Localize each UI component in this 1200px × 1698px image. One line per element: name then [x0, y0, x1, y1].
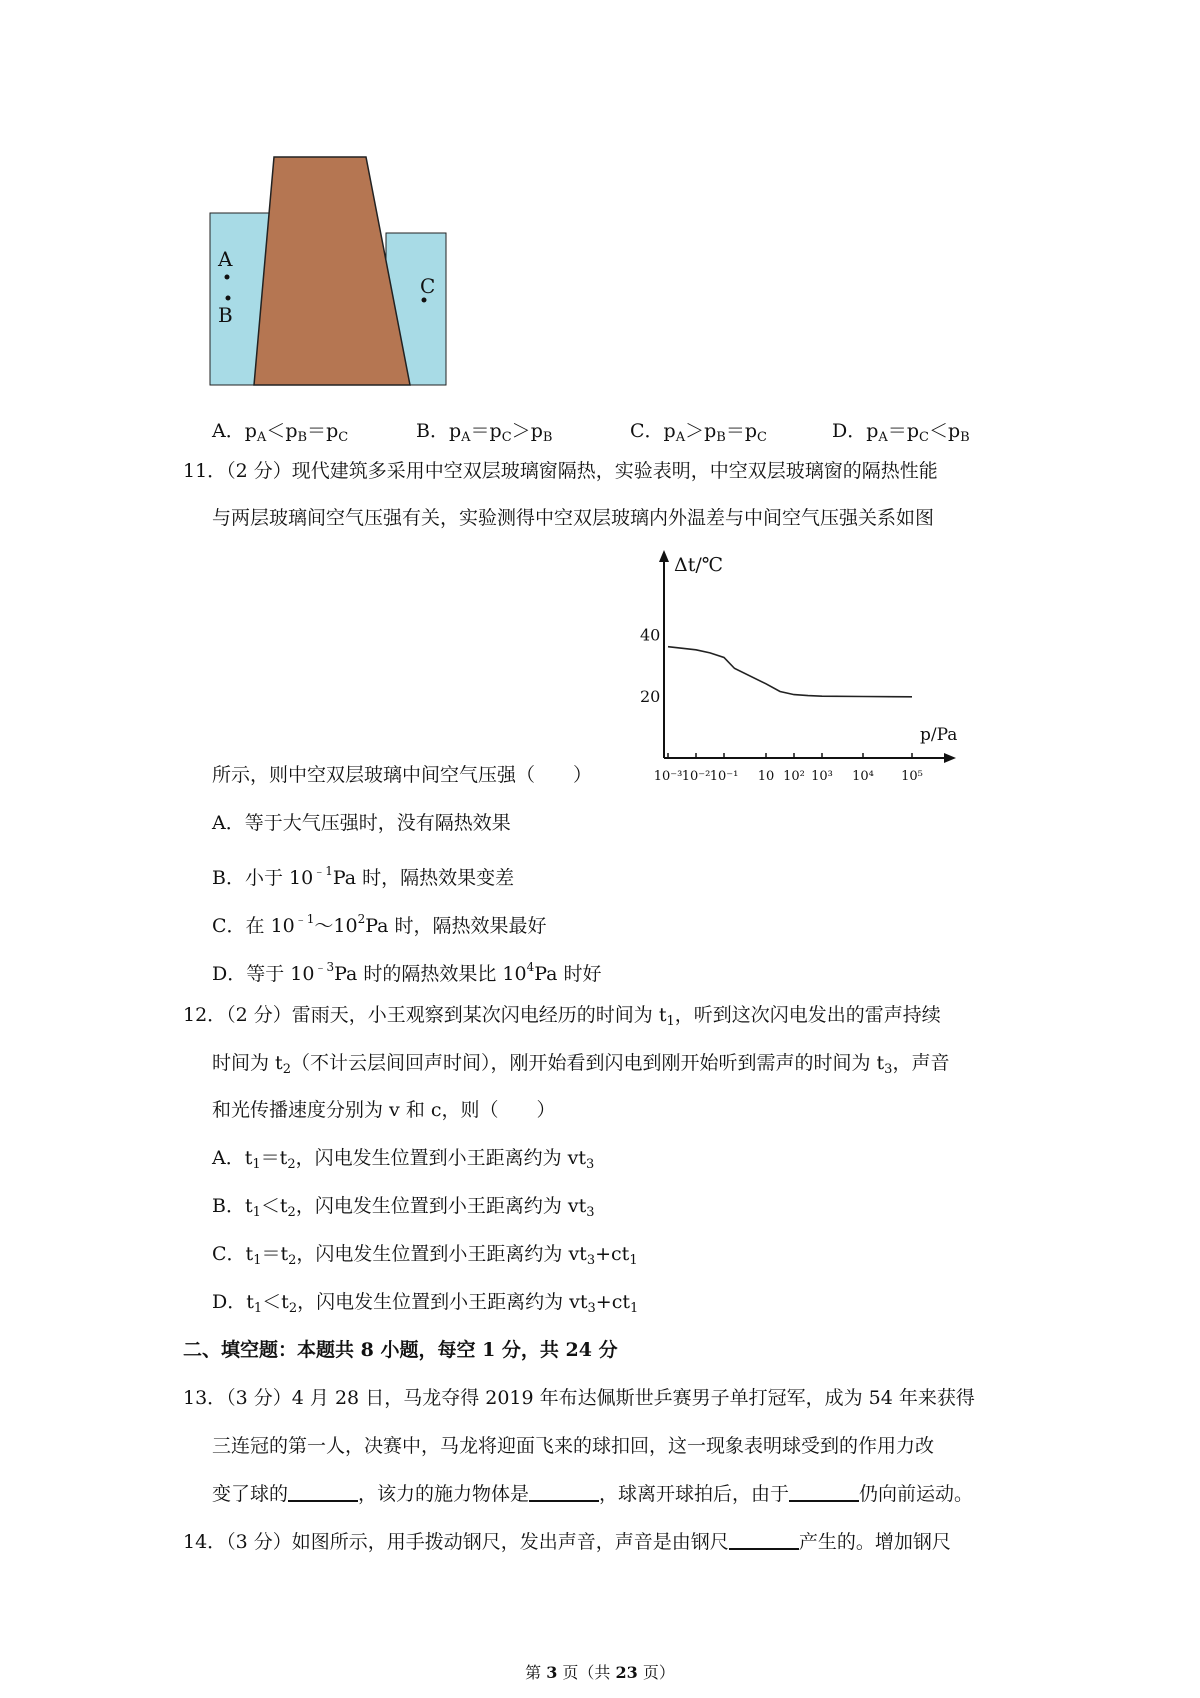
point-b: [226, 296, 231, 301]
q11-line-2: 与两层玻璃间空气压强有关，实验测得中空双层玻璃内外温差与中间空气压强关系如图: [212, 507, 935, 529]
q13-blank-3[interactable]: [789, 1482, 859, 1502]
x-axis-label: p/Pa: [920, 725, 958, 745]
q12-option-c[interactable]: C．$t_1=t_2$，闪电发生位置到小王距离约为 $vt_3+ct_1$: [212, 1243, 638, 1268]
q13-line-1: 13．（3 分）4 月 28 日，马龙夺得 2019 年布达佩斯世乒赛男子单打冠军，成为 54 年来获得: [183, 1387, 975, 1409]
q13-line-2: 三连冠的第一人，决赛中，马龙将迎面飞来的球扣回，这一现象表明球受到的作用力改: [212, 1435, 935, 1457]
q11-option-c[interactable]: C．在 $10^{﹣1}\sim 10^2Pa$ 时，隔热效果最好: [212, 912, 547, 937]
point-c: [422, 298, 427, 303]
q12-line-2: 时间为 $t_2$（不计云层间回声时间），刚开始看到闪电到刚开始听到需声的时间为 $t_3$，声音: [212, 1052, 950, 1077]
q12-line-3: 和光传播速度分别为 v 和 c，则（ ）: [212, 1099, 556, 1121]
x-tick-label-6: 10⁴: [852, 769, 874, 784]
temp-pressure-chart: [630, 548, 970, 788]
y-tick-20: 20: [640, 687, 661, 707]
x-tick-label-3: 10: [757, 769, 775, 784]
point-a: [225, 275, 230, 280]
label-a: A: [218, 247, 233, 271]
q10-option-c[interactable]: C．$p_A>p_B=p_C$: [630, 420, 767, 445]
label-b: B: [218, 303, 233, 327]
q10-option-a[interactable]: A．$p_A<p_B=p_C$: [212, 420, 349, 445]
label-c: C: [420, 274, 436, 298]
q12-option-b[interactable]: B．$t_1<t_2$，闪电发生位置到小王距离约为 $vt_3$: [212, 1195, 595, 1220]
q14-line-1: 14．（3 分）如图所示，用手拨动钢尺，发出声音，声音是由钢尺 产生的。增加钢尺: [183, 1531, 951, 1553]
dam-body: [254, 157, 410, 385]
q14-blank-1[interactable]: [729, 1530, 799, 1550]
x-tick-label-1: 10⁻²: [681, 769, 711, 784]
x-tick-label-4: 10²: [783, 769, 805, 784]
q13-line-3: 变了球的 ，该力的施力物体是 ，球离开球拍后，由于 仍向前运动。: [212, 1483, 974, 1505]
q10-option-d[interactable]: D．$p_A=p_C<p_B$: [832, 420, 970, 445]
q11-option-b[interactable]: B．小于 $10^{﹣1}Pa$ 时，隔热效果变差: [212, 864, 515, 889]
q10-option-b[interactable]: B．$p_A=p_C>p_B$: [416, 420, 553, 445]
data-series-line: [668, 647, 912, 697]
x-tick-label-5: 10³: [811, 769, 833, 784]
q11-line-1: 11．（2 分）现代建筑多采用中空双层玻璃窗隔热，实验表明，中空双层玻璃窗的隔热性能: [183, 460, 938, 482]
q11-option-d[interactable]: D．等于 $10^{﹣3}Pa$ 时的隔热效果比 $10^4Pa$ 时好: [212, 960, 602, 985]
x-tick-label-2: 10⁻¹: [709, 769, 739, 784]
q13-blank-1[interactable]: [288, 1482, 358, 1502]
x-axis-arrow: [944, 753, 956, 763]
q12-option-a[interactable]: A．$t_1=t_2$，闪电发生位置到小王距离约为 $vt_3$: [212, 1147, 595, 1172]
page-footer: 第 3 页（共 23 页）: [525, 1663, 675, 1682]
q13-blank-2[interactable]: [529, 1482, 599, 1502]
y-tick-40: 40: [640, 625, 661, 645]
y-axis-arrow: [659, 550, 669, 562]
q12-line-1: 12．（2 分）雷雨天，小王观察到某次闪电经历的时间为 $t_1$，听到这次闪电发出的雷声持续: [183, 1004, 941, 1029]
x-tick-label-0: 10⁻³: [653, 769, 683, 784]
dam-figure: [208, 155, 448, 395]
q12-option-d[interactable]: D．$t_1<t_2$，闪电发生位置到小王距离约为 $vt_3+ct_1$: [212, 1291, 639, 1316]
section-2-heading: 二、填空题：本题共 8 小题，每空 1 分，共 24 分: [183, 1339, 618, 1361]
y-axis-label: Δt/℃: [674, 554, 724, 576]
q11-line-3: 所示，则中空双层玻璃中间空气压强（ ）: [212, 764, 593, 786]
q11-option-a[interactable]: A．等于大气压强时，没有隔热效果: [212, 812, 511, 834]
x-tick-label-7: 10⁵: [901, 769, 923, 784]
